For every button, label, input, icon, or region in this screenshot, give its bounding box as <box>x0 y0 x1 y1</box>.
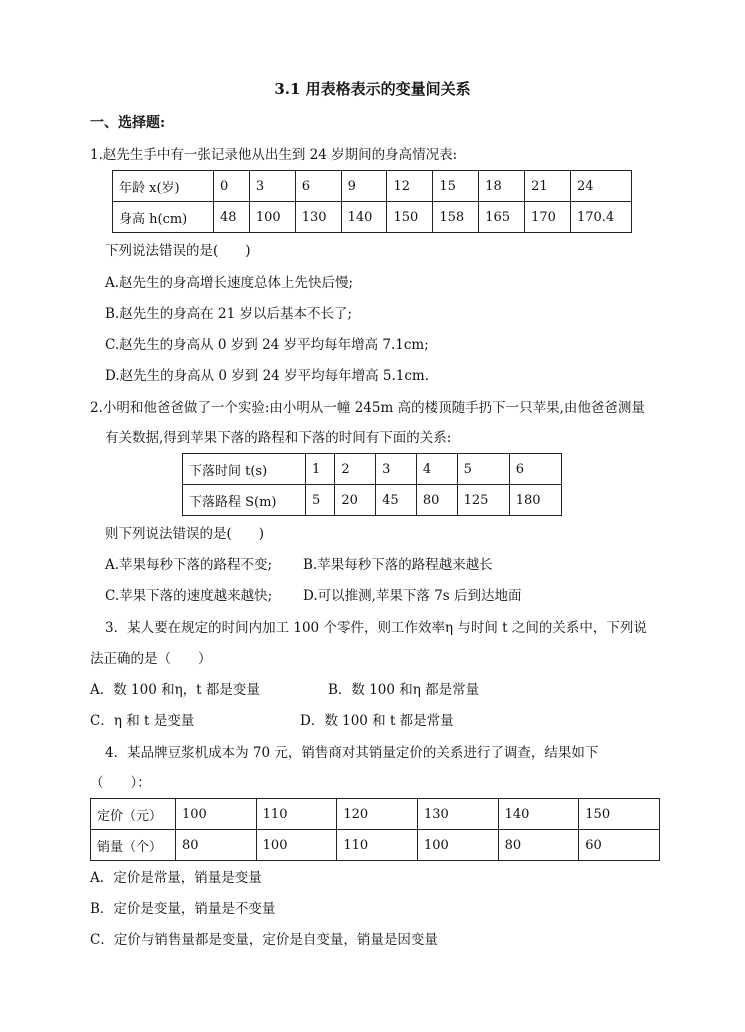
table-row <box>91 830 660 861</box>
table-row <box>113 171 632 202</box>
table-cell: 140 <box>498 799 579 830</box>
q3-stem-line1: 3．某人要在规定的时间内加工 100 个零件，则工作效率η 与时间 t 之间的关系中，下列说 <box>105 620 647 636</box>
table-cell: 170 <box>525 202 571 233</box>
table-cell: 100 <box>176 799 257 830</box>
table-cell: 158 <box>433 202 479 233</box>
table-cell: 130 <box>295 202 341 233</box>
table-cell: 100 <box>417 830 498 861</box>
table-cell: 125 <box>457 485 509 516</box>
table-cell: 180 <box>509 485 561 516</box>
table-cell: 4 <box>416 454 457 485</box>
q2-stem-line2: 有关数据,得到苹果下落的路程和下落的时间有下面的关系: <box>105 430 452 446</box>
q1-option-c: C.赵先生的身高从 0 岁到 24 岁平均每年增高 7.1cm; <box>105 337 429 353</box>
table-cell: 9 <box>341 171 387 202</box>
table-cell: 45 <box>376 485 417 516</box>
table-cell: 110 <box>256 799 337 830</box>
document-title: 3.1 用表格表示的变量间关系 <box>274 80 471 98</box>
table-cell: 80 <box>416 485 457 516</box>
q4-option-b: B．定价是变量，销量是不变量 <box>90 901 276 917</box>
q1-table <box>112 170 632 233</box>
q2-option-d: D.可以推测,苹果下落 7s 后到达地面 <box>303 588 522 604</box>
q3-option-d: D．数 100 和 t 都是常量 <box>300 713 454 729</box>
table-cell: 60 <box>579 830 660 861</box>
q1-prompt: 下列说法错误的是( ) <box>105 243 251 259</box>
table-cell: 100 <box>249 202 295 233</box>
table-cell: 身高 h(cm) <box>113 202 214 233</box>
q3-stem-line2: 法正确的是（ ） <box>90 651 212 667</box>
table-cell: 3 <box>249 171 295 202</box>
table-cell: 21 <box>525 171 571 202</box>
q3-option-a: A．数 100 和η，t 都是变量 <box>90 682 260 698</box>
table-row <box>91 799 660 830</box>
table-cell: 6 <box>295 171 341 202</box>
table-cell: 5 <box>457 454 509 485</box>
table-cell: 120 <box>337 799 418 830</box>
section-heading: 一、选择题: <box>90 115 166 131</box>
table-cell: 15 <box>433 171 479 202</box>
table-cell: 0 <box>214 171 250 202</box>
q4-option-a: A．定价是常量，销量是变量 <box>90 870 262 886</box>
table-cell: 下落路程 S(m) <box>183 485 306 516</box>
q4-table <box>90 798 660 861</box>
table-row <box>183 485 562 516</box>
q1-option-a: A.赵先生的身高增长速度总体上先快后慢; <box>105 275 354 291</box>
q2-option-b: B.苹果每秒下落的路程越来越长 <box>303 557 493 573</box>
q4-option-c: C．定价与销售量都是变量，定价是自变量，销量是因变量 <box>90 932 438 948</box>
table-cell: 170.4 <box>570 202 631 233</box>
table-cell: 定价（元） <box>91 799 176 830</box>
table-row <box>113 202 632 233</box>
table-cell: 2 <box>335 454 376 485</box>
table-cell: 48 <box>214 202 250 233</box>
table-cell: 110 <box>337 830 418 861</box>
table-cell: 130 <box>417 799 498 830</box>
table-cell: 140 <box>341 202 387 233</box>
q1-option-b: B.赵先生的身高在 21 岁以后基本不长了; <box>105 306 353 322</box>
table-cell: 24 <box>570 171 631 202</box>
table-cell: 100 <box>256 830 337 861</box>
q2-option-c: C.苹果下落的速度越来越快; <box>105 588 273 604</box>
q2-prompt: 则下列说法错误的是( ) <box>105 526 265 542</box>
q4-stem-line2: （ ）： <box>90 775 151 791</box>
table-cell: 150 <box>579 799 660 830</box>
table-cell: 下落时间 t(s) <box>183 454 306 485</box>
table-cell: 20 <box>335 485 376 516</box>
table-cell: 6 <box>509 454 561 485</box>
table-cell: 18 <box>479 171 525 202</box>
q2-table <box>182 453 562 516</box>
q4-stem-line1: 4．某品牌豆浆机成本为 70 元，销售商对其销量定价的关系进行了调查，结果如下 <box>105 745 599 761</box>
q2-option-a: A.苹果每秒下落的路程不变; <box>105 557 273 573</box>
q1-stem: 1.赵先生手中有一张记录他从出生到 24 岁期间的身高情况表: <box>90 147 458 163</box>
table-cell: 80 <box>498 830 579 861</box>
q2-stem-line1: 2.小明和他爸爸做了一个实验:由小明从一幢 245m 高的楼顶随手扔下一只苹果,由他爸爸测量 <box>90 400 645 416</box>
q3-option-b: B．数 100 和η 都是常量 <box>328 682 480 698</box>
table-cell: 5 <box>306 485 335 516</box>
q3-option-c: C．η 和 t 是变量 <box>90 713 195 729</box>
table-row <box>183 454 562 485</box>
table-cell: 150 <box>387 202 433 233</box>
table-cell: 80 <box>176 830 257 861</box>
table-cell: 销量（个） <box>91 830 176 861</box>
table-cell: 165 <box>479 202 525 233</box>
table-cell: 12 <box>387 171 433 202</box>
table-cell: 3 <box>376 454 417 485</box>
table-cell: 年龄 x(岁) <box>113 171 214 202</box>
table-cell: 1 <box>306 454 335 485</box>
q1-option-d: D.赵先生的身高从 0 岁到 24 岁平均每年增高 5.1cm. <box>105 368 429 384</box>
